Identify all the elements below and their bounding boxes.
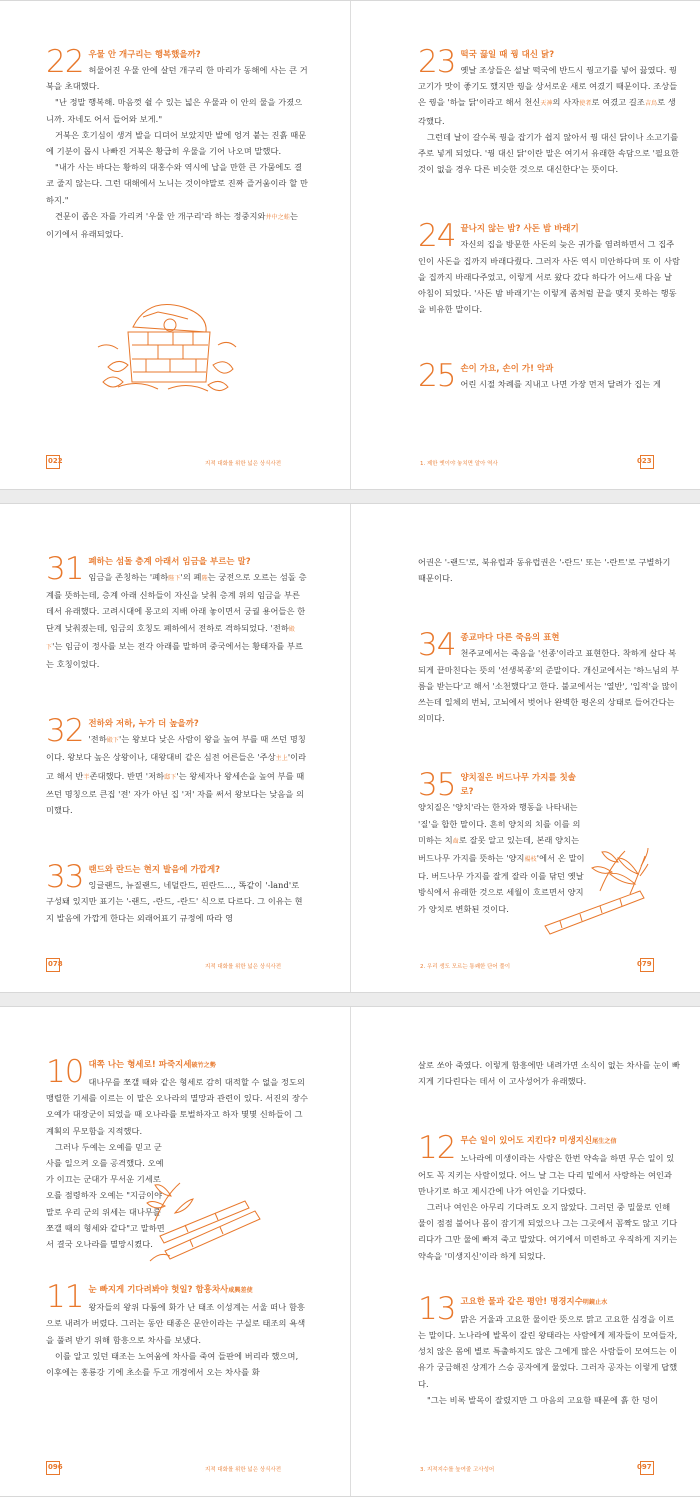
section-number: 12 bbox=[418, 1130, 456, 1167]
hanja: 殿下 bbox=[106, 737, 120, 745]
page-number: 096 bbox=[48, 1463, 63, 1471]
paragraph: 왕자들의 왕위 다툼에 화가 난 태조 이성계는 서울 떠나 함흥으로 내려가 버렸다. 그러는 동안 태종은 문안이라는 구실로 태조의 욕색을 풀려 받기 위해 함흥으로 차사를 보냈다. bbox=[46, 1302, 306, 1345]
paragraph-text: 옛날 조상들은 설날 떡국에 반드시 꿩고기를 넣어 끓였다. 꿩고기가 맛이 좋기도 했지만 꿩을 상서로운 새로 여겼기 때문이다. 조상들은 꿩을 '하늘 닭'이라고 해서 천신 bbox=[418, 65, 678, 108]
paragraph: 거북은 호기심이 생겨 발을 디뎌어 보았지만 발에 엉겨 붙는 진흙 때문에 기분이 몹시 나빠진 거북은 황급히 우물을 기어 나오며 말했다. bbox=[46, 129, 307, 157]
paragraph: 그러나 여인은 아무리 기다려도 오지 않았다. 그러던 중 밀물로 인해 물이 점점 불어나 몸이 잠기게 되었으나 그는 그곳에서 꼼짝도 않고 기다리다가 그만 물에 빠져 죽고 말았다. 여기에서 미련하고 우직하게 지키는 약속을 '미생지신'이라 하게 되었다. bbox=[418, 1202, 678, 1261]
section-12 bbox=[418, 1130, 680, 1263]
section-13 bbox=[418, 1290, 680, 1408]
paragraph-text: '이라고 해서 반 bbox=[46, 752, 307, 781]
paragraph-text: 로 생각했다. bbox=[418, 97, 676, 126]
section-11-continued bbox=[418, 1057, 680, 1089]
page-078-column bbox=[46, 551, 308, 926]
bamboo-illustration bbox=[145, 1181, 265, 1271]
section-title bbox=[418, 1133, 680, 1149]
section-number: 10 bbox=[46, 1054, 84, 1090]
hanja: 破竹之勢 bbox=[191, 1062, 216, 1069]
paragraph: 어린 시절 차례를 지내고 나면 가장 먼저 달려가 집는 게 bbox=[460, 379, 661, 390]
page-097-column bbox=[418, 1057, 680, 1408]
section-number: 11 bbox=[46, 1279, 84, 1316]
section-title bbox=[418, 1294, 680, 1310]
page-footer: 3. 지적지수를 높여줄 고사성어 bbox=[420, 1467, 495, 1473]
paragraph: 노나라에 미생이라는 사람은 한번 약속을 하면 무슨 일이 있어도 꼭 지키는 사람이었다. 어느 날 그는 다리 밑에서 사랑하는 여인과 만나기로 하고 제시간에 나가 여인을 기다렸다. bbox=[418, 1153, 675, 1196]
paragraph-text: 양치질은 '양치'라는 한자와 행동을 나타내는 '질'을 합한 말이다. 흔히 양치의 치를 이를 의미하는 치 bbox=[418, 802, 581, 845]
section-title: 손이 가요, 손이 가! 악과 bbox=[460, 363, 554, 374]
section-title: 떡국 끓일 때 꿩 대신 닭? bbox=[460, 49, 555, 59]
section-title-text: 고요한 물과 같은 평안! 명경지수 bbox=[460, 1295, 583, 1306]
paragraph: 살로 쏘아 죽였다. 이렇게 함흥에만 내려가면 소식이 없는 차사를 눈이 빠지게 기다린다는 데서 이 고사성어가 유래했다. bbox=[418, 1060, 680, 1087]
hanja: 邸下 bbox=[164, 773, 177, 781]
paragraph bbox=[46, 208, 308, 242]
section-title: 우물 안 개구리는 행복했을까? bbox=[88, 49, 201, 59]
hanja: 明鏡止水 bbox=[582, 1298, 608, 1306]
spread-3 bbox=[0, 1006, 700, 1497]
hanja: 陛下 bbox=[168, 575, 181, 582]
section-number: 32 bbox=[46, 713, 84, 750]
hanja: 使者 bbox=[579, 100, 592, 108]
section-title-text: 무슨 일이 있어도 지킨다? 미생지신 bbox=[460, 1135, 593, 1146]
section-title: 폐하는 섬돌 층계 아래서 임금을 부르는 말? bbox=[88, 556, 251, 566]
section-33 bbox=[46, 859, 308, 926]
page-022-column bbox=[46, 44, 308, 242]
paragraph: 잉글랜드, 뉴질랜드, 네덜란드, 핀란드…, 똑같이 '-land'로 구성돼 있지만 표기는 '-랜드, -란드, -란드' 식으로 다르다. 그 이유는 현지 발음에 가깝게 한다는 외래어표기 규정에 따라 영 bbox=[46, 880, 303, 923]
section-33-continued bbox=[418, 554, 680, 586]
section-number: 23 bbox=[418, 44, 456, 80]
section-title-text: 눈 빠지게 기다려봐야 헛일? 함흥차사 bbox=[88, 1284, 229, 1295]
section-number: 35 bbox=[418, 767, 456, 804]
paragraph: "내가 사는 바다는 황하의 대홍수와 역시에 납을 만한 큰 가뭄에도 결코 줄지 않는다. 그런 대해에서 노니는 것이야말로 진짜 즐거움이라 할 만하지." bbox=[46, 162, 308, 205]
section-22 bbox=[46, 44, 308, 242]
page-footer: 1. 제한 옛이야 놓치면 알아 역사 bbox=[420, 461, 498, 467]
section-title: 종교마다 다른 죽음의 표현 bbox=[460, 632, 560, 643]
paragraph bbox=[46, 731, 308, 818]
section-number: 13 bbox=[418, 1290, 456, 1327]
paragraph-text: 의 사자 bbox=[552, 97, 580, 108]
page-number: 097 bbox=[637, 1463, 652, 1471]
page-footer: 지적 대화를 위한 넓은 상식사전 bbox=[205, 964, 282, 970]
hanja: 天神 bbox=[540, 100, 553, 108]
spread-2 bbox=[0, 503, 700, 993]
paragraph: 이를 알고 있던 태조는 노여움에 차사를 죽여 들판에 버리라 했으며, 이후에는 홍룡강 기에 초소를 두고 개경에서 오는 차사를 화 bbox=[46, 1350, 299, 1378]
paragraph: 허물어진 우물 안에 살던 개구리 한 마리가 동해에 사는 큰 거북을 초대했다. bbox=[46, 65, 308, 92]
hanja: 殿下 bbox=[46, 625, 296, 651]
paragraph-text: '전하 bbox=[88, 734, 107, 745]
hanja: 主上 bbox=[275, 755, 288, 763]
section-34 bbox=[418, 627, 680, 726]
page-023-column bbox=[418, 44, 680, 395]
page-number: 079 bbox=[637, 960, 652, 968]
page-number: 022 bbox=[48, 457, 63, 465]
willow-toothbrush-illustration bbox=[540, 846, 650, 936]
paragraph bbox=[46, 569, 308, 672]
paragraph bbox=[418, 62, 680, 129]
page-footer: 2. 우리 생도 모르는 통쾌한 단어 풀이 bbox=[420, 964, 511, 970]
paragraph: 맑은 거울과 고요한 물이란 뜻으로 맑고 고요한 심경을 이르는 말이다. 노나라에 발목이 잘린 왕태라는 사람에게 제자들이 모여들자, 성치 않은 몸에 별로 특출하지도 않은 그에게 많은 사람들이 모여드는 이유가 궁금해진 상계가 스승 공자에게 물었다. 그러자 공자는 이렇게 답했다. bbox=[418, 1313, 678, 1389]
paragraph-text: '에서 온 말이다. 버드나무 가지를 잘게 잘라 이를 닦던 옛날 방식에서 유래한 것으로 세월이 흐르면서 양지가 양치로 변화된 것이다. bbox=[418, 853, 585, 914]
hanja: 咸興差使 bbox=[228, 1287, 253, 1295]
section-title bbox=[46, 1057, 308, 1073]
paragraph: 그런데 날이 갈수록 꿩을 잡기가 쉽지 않아서 꿩 대신 닭이나 소고기를 주로 넣게 되었다. '꿩 대신 닭'이란 말은 여기서 유래한 속담으로 '필요한 것이 없을 경우 다른 비슷한 것으로 대신한다'는 뜻이다. bbox=[418, 131, 680, 175]
section-23 bbox=[418, 44, 680, 177]
page-number: 023 bbox=[637, 457, 652, 465]
section-11 bbox=[46, 1279, 308, 1380]
page-footer: 지적 대화를 위한 넓은 상식사전 bbox=[205, 1467, 282, 1473]
paragraph-text: '는 임금이 정사를 보는 전각 아래를 말하며 중국에서는 황태자를 부르는 호칭이었다. bbox=[46, 640, 304, 670]
section-number: 33 bbox=[46, 859, 84, 896]
paragraph: 그러나 두예는 오예를 믿고 군사를 일으켜 오를 공격했다. 오예가 이끄는 군대가 무서운 기세로 오를 점령하자 오예는 "지금이야말로 우리 군의 위세는 대나무를 쪼갤 때의 형세와 같다"고 말하면서 결국 오나라를 멸망시켰다. bbox=[46, 1141, 165, 1250]
section-title: 전하와 저하, 누가 더 높을까? bbox=[88, 718, 199, 729]
paragraph-text: 견문이 좁은 자를 가리켜 '우물 안 개구리'라 하는 정중지와 bbox=[55, 210, 266, 221]
section-number: 24 bbox=[418, 218, 456, 255]
section-number: 31 bbox=[46, 551, 84, 587]
section-32 bbox=[46, 713, 308, 818]
section-title: 끝나지 않는 밤? 사돈 밤 바래기 bbox=[460, 223, 579, 234]
hanja: 井中之蛙 bbox=[265, 213, 290, 221]
paragraph: "난 정말 행복해. 마음껏 쉴 수 있는 넓은 우물과 이 안의 물을 가졌으니까. 자네도 어서 들어와 보게." bbox=[46, 97, 303, 124]
paragraph-text: 존대했다. 반면 '저하 bbox=[89, 770, 165, 781]
paragraph: 대나무를 쪼갤 때와 같은 형세로 감히 대적할 수 없을 정도의 맹렬한 기세를 이르는 이 말은 오나라의 멸망과 관련이 있다. 서진의 장수 오예가 대장군이 되었을 때 오나라를 토벌하자고 하자 몇몇 신하들이 그 계획의 무모함을 지적했다. bbox=[46, 1077, 308, 1136]
section-25 bbox=[418, 358, 680, 395]
section-24 bbox=[418, 218, 680, 317]
paragraph: "그는 비록 발목이 잘렸지만 그 마음의 고요함 때문에 흙 한 덩이 bbox=[427, 1394, 659, 1405]
section-title-text: 대쪽 나는 형세로! 파죽지세 bbox=[88, 1059, 192, 1069]
section-title bbox=[46, 1282, 308, 1298]
paragraph-text: 는 궁전으로 오르는 섬돌 층계를 뜻하는데, 층계 아래 신하들이 자신을 낮춰 층계 위의 임금을 부른 데서 유래했다. 고려시대에 몽고의 지배 아래 놓이면서 궁궐 용어들은 한 단계 낮춰졌는데, 임금의 호칭도 폐하에서 전하로 격하되었다. '전하 bbox=[46, 572, 307, 633]
page-footer: 지적 대화를 위한 넓은 상식사전 bbox=[205, 461, 282, 467]
paragraph-text: '는 왕세자나 왕세손을 높여 부를 때 쓰던 명칭으로 큰집 '전' 자가 아닌 집 '저' 자를 써서 왕보다는 낮음을 의미했다. bbox=[46, 770, 305, 816]
hanja: 楊枝 bbox=[524, 856, 537, 864]
section-number: 22 bbox=[46, 44, 84, 80]
section-31 bbox=[46, 551, 308, 672]
paragraph: 어권은 '-랜드'로, 북유럽과 동유럽권은 '-란드' 또는 '-란트'로 구별하기 때문이다. bbox=[418, 557, 671, 584]
paragraph: 천주교에서는 죽음을 '선종'이라고 표현한다. 착하게 살다 복되게 끝마친다는 뜻의 '선생복종'의 준말이다. 개신교에서는 '하느님의 부름을 받는다'고 해서 '소천했다'고 한다. 불교에서는 '열반', '입적'을 많이 쓰는데 일체의 번뇌, 고뇌에서 벗어나 완벽한 평온의 상태로 들어간다는 의미다. bbox=[418, 648, 679, 724]
section-title: 양치질은 버드나무 가지를 칫솔로? bbox=[460, 772, 576, 797]
hanja: 吉鳥 bbox=[644, 100, 658, 108]
paragraph-text: '의 폐 bbox=[180, 572, 202, 582]
paragraph-text: 는 이기에서 유래되었다. bbox=[46, 210, 298, 240]
hanja: 尾生之信 bbox=[592, 1138, 617, 1146]
section-number: 34 bbox=[418, 627, 456, 664]
frog-well-illustration bbox=[88, 287, 238, 397]
section-number: 25 bbox=[418, 358, 456, 395]
paragraph-text: '는 왕보다 낮은 사람이 왕을 높여 부를 때 쓰던 명칭이다. 왕보다 높은 상왕이나, 대왕대비 같은 심전 어른들은 '주상 bbox=[46, 734, 306, 763]
paragraph-text: 로 잘못 알고 있는데, 본래 양치는 버드나무 가지를 뜻하는 '양지 bbox=[418, 834, 580, 864]
hanja: 半 bbox=[83, 773, 90, 781]
section-title: 랜드와 란드는 현지 발음에 가깝게? bbox=[88, 864, 221, 875]
paragraph-text: 로 여겼고 길조 bbox=[591, 97, 645, 108]
paragraph: 자신의 집을 방문한 사돈의 늦은 귀가를 염려하면서 그 집주인이 사돈을 집까지 바래다줬다. 그러자 사돈 역시 미안하다며 또 이 사람을 집까지 바래다주었고, 이렇게 서로 왔다 갔다 하다가 어느새 다음 날 아침이 되었다. '사돈 밤 바래기'는 이렇게 좀처럼 끝을 맺지 못하는 행동을 비유한 말이다. bbox=[418, 239, 680, 315]
hanja: 陛 bbox=[201, 575, 208, 582]
spread-1 bbox=[0, 0, 700, 490]
hanja: 齒 bbox=[452, 837, 459, 845]
paragraph-text: 임금을 존칭하는 '폐하 bbox=[88, 572, 169, 582]
page-number: 078 bbox=[48, 960, 63, 968]
